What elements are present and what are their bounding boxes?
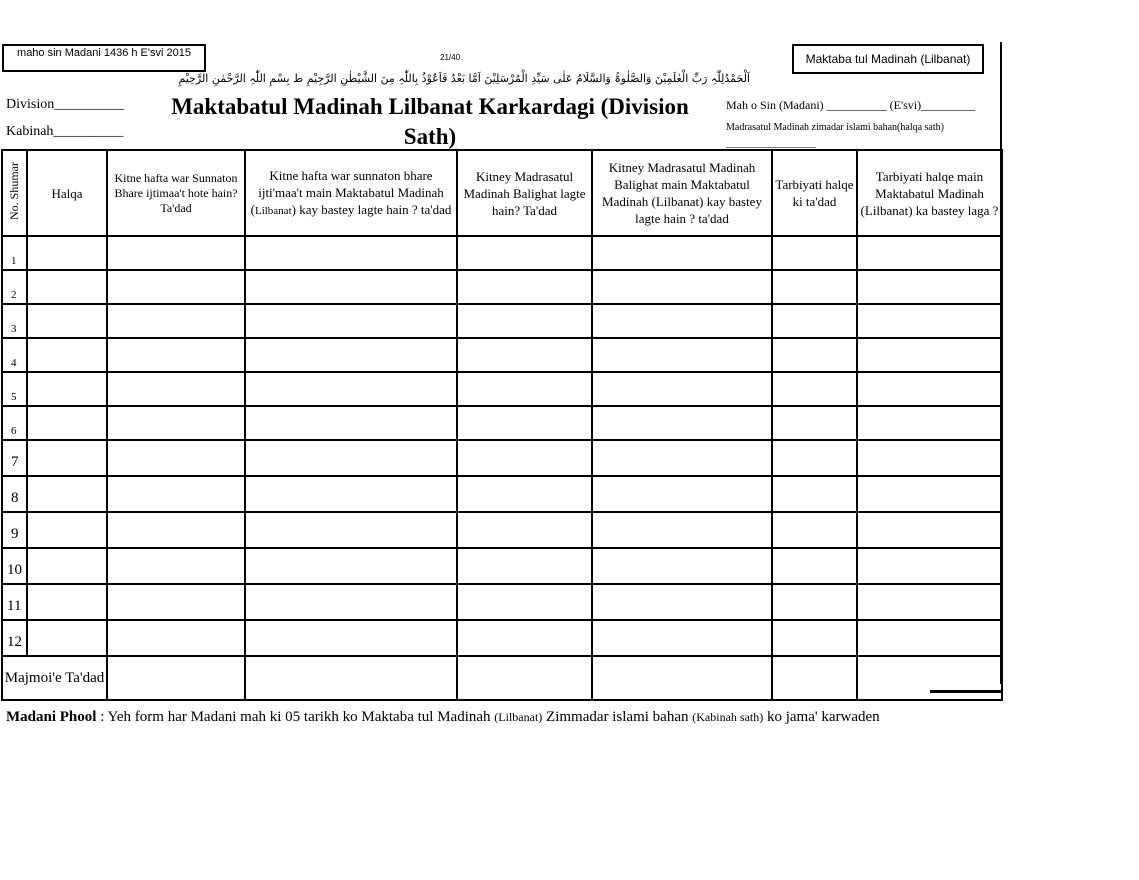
header-org-box: [792, 44, 984, 74]
arabic-invocation: اَلْحَمْدُلِلّٰہِ رَبِّ الْعٰلَمِیْنَ وَالصَّلٰوۃُ وَالسَّلَامُ عَلٰی سَیِّدِ الْمُرْسَلِیْنَ اَمَّا بَعْدُ فَاَعُوْذُ بِاللّٰہِ مِنَ الشَّیْطٰنِ الرَّجِیْمِ ط بِسْمِ اللّٰہِ الرَّحْمٰنِ الرَّحِیْمِ: [178, 72, 750, 85]
column-header-bastey-b: ) kay bastey lagte hain ? ta'dad: [291, 201, 452, 217]
bastey-cell[interactable]: [245, 270, 457, 304]
table-row: [2, 270, 1002, 304]
total-tarbiyati-cell[interactable]: [772, 656, 857, 700]
ijtimaat-cell[interactable]: [107, 512, 245, 548]
bastey-cell[interactable]: [245, 338, 457, 372]
madrasatul-cell[interactable]: [457, 548, 592, 584]
madrasatul-bastey-cell[interactable]: [592, 584, 772, 620]
row-number: 11: [2, 584, 27, 620]
madrasatul-bastey-cell[interactable]: [592, 512, 772, 548]
column-header-halqa: Halqa: [27, 150, 107, 236]
footer-text-a: : Yeh form har Madani mah ki 05 tarikh ko Maktaba tul Madinah: [96, 709, 495, 725]
division-field-label: Division__________: [6, 97, 125, 112]
halqa-cell[interactable]: [27, 512, 107, 548]
tarbiyati-bastey-cell[interactable]: [857, 406, 1002, 440]
ijtimaat-cell[interactable]: [107, 620, 245, 656]
madrasatul-cell[interactable]: [457, 236, 592, 270]
ijtimaat-cell[interactable]: [107, 304, 245, 338]
tarbiyati-bastey-cell[interactable]: [857, 338, 1002, 372]
madrasatul-bastey-cell[interactable]: [592, 372, 772, 406]
column-header-tarbiyati: Tarbiyati halqe ki ta'dad: [772, 150, 857, 236]
column-header-madrasatul-bastey: Kitney Madrasatul Madinah Balighat main Maktabatul Madinah (Lilbanat) kay bastey lagte hain ? ta'dad: [592, 150, 772, 236]
tarbiyati-bastey-cell[interactable]: [857, 476, 1002, 512]
ijtimaat-cell[interactable]: [107, 270, 245, 304]
table-row: [2, 620, 1002, 656]
row-number: 1: [2, 236, 27, 270]
report-table: [1, 149, 1003, 701]
tarbiyati-cell[interactable]: [772, 338, 857, 372]
tarbiyati-bastey-cell[interactable]: [857, 304, 1002, 338]
bastey-cell[interactable]: [245, 620, 457, 656]
table-row: [2, 338, 1002, 372]
tarbiyati-bastey-cell[interactable]: [857, 512, 1002, 548]
column-header-no-text: No. Shumar: [7, 162, 21, 220]
table-row: [2, 304, 1002, 338]
ijtimaat-cell[interactable]: [107, 440, 245, 476]
column-header-bastey-small: Lilbanat: [254, 204, 292, 217]
footer-text-c: ko jama' karwaden: [763, 709, 880, 725]
page-number: 21/40: [440, 53, 461, 62]
madrasatul-bastey-cell[interactable]: [592, 236, 772, 270]
row-number: 4: [2, 338, 27, 372]
madrasa-field-text: Madrasatul Madinah zimadar islami bahan(halqa sath): [726, 122, 944, 133]
tarbiyati-cell[interactable]: [772, 236, 857, 270]
madrasatul-bastey-cell[interactable]: [592, 476, 772, 512]
tarbiyati-bastey-cell[interactable]: [857, 548, 1002, 584]
column-header-bastey-a: Kitne hafta war sunnaton bhare ijti'maa't main Maktabatul Madinah (: [250, 167, 444, 217]
table-total-row: [2, 656, 1002, 700]
tarbiyati-bastey-cell[interactable]: [857, 440, 1002, 476]
madrasatul-cell[interactable]: [457, 584, 592, 620]
halqa-cell[interactable]: [27, 236, 107, 270]
tarbiyati-cell[interactable]: [772, 620, 857, 656]
row-number: 7: [2, 440, 27, 476]
table-row: [2, 476, 1002, 512]
tarbiyati-cell[interactable]: [772, 406, 857, 440]
bastey-cell[interactable]: [245, 372, 457, 406]
tarbiyati-bastey-cell[interactable]: [857, 372, 1002, 406]
madrasatul-cell[interactable]: [457, 440, 592, 476]
tarbiyati-bastey-cell[interactable]: [857, 584, 1002, 620]
halqa-cell[interactable]: [27, 476, 107, 512]
madrasatul-bastey-cell[interactable]: [592, 440, 772, 476]
halqa-cell[interactable]: [27, 372, 107, 406]
tarbiyati-cell[interactable]: [772, 548, 857, 584]
ijtimaat-cell[interactable]: [107, 584, 245, 620]
table-row: [2, 406, 1002, 440]
ijtimaat-cell[interactable]: [107, 476, 245, 512]
bastey-cell[interactable]: [245, 440, 457, 476]
row-number: 2: [2, 270, 27, 304]
bastey-cell[interactable]: [245, 236, 457, 270]
total-madrasatul-bastey-cell[interactable]: [592, 656, 772, 700]
kabinah-field-label: Kabinah__________: [6, 124, 124, 139]
tarbiyati-cell[interactable]: [772, 476, 857, 512]
bastey-cell[interactable]: [245, 512, 457, 548]
footer-small-a: (Lilbanat): [494, 710, 543, 724]
footer-label: Madani Phool: [6, 709, 97, 725]
row-number: 12: [2, 620, 27, 656]
tarbiyati-bastey-cell[interactable]: [857, 270, 1002, 304]
madrasatul-bastey-cell[interactable]: [592, 406, 772, 440]
bastey-cell[interactable]: [245, 584, 457, 620]
tarbiyati-cell[interactable]: [772, 304, 857, 338]
ijtimaat-cell[interactable]: [107, 406, 245, 440]
column-header-madrasatul: Kitney Madrasatul Madinah Balighat lagte hain? Ta'dad: [457, 150, 592, 236]
madrasatul-cell[interactable]: [457, 304, 592, 338]
halqa-cell[interactable]: [27, 584, 107, 620]
madrasatul-cell[interactable]: [457, 512, 592, 548]
column-header-no: [2, 150, 27, 236]
tarbiyati-cell[interactable]: [772, 584, 857, 620]
madrasatul-cell[interactable]: [457, 372, 592, 406]
footer-text-b: Zimmadar islami bahan: [542, 709, 693, 725]
bastey-cell[interactable]: [245, 476, 457, 512]
ijtimaat-cell[interactable]: [107, 338, 245, 372]
row-number: 6: [2, 406, 27, 440]
footer-note: [6, 709, 880, 726]
madrasa-field-label: [726, 120, 944, 152]
ijtimaat-cell[interactable]: [107, 236, 245, 270]
madrasatul-bastey-cell[interactable]: [592, 620, 772, 656]
ijtimaat-cell[interactable]: [107, 372, 245, 406]
header-date-text: maho sin Madani 1436 h E'svi 2015: [17, 47, 191, 59]
halqa-cell[interactable]: [27, 440, 107, 476]
row-number: 9: [2, 512, 27, 548]
madrasa-field-blank: __________________: [726, 138, 816, 149]
total-label: Majmoi'e Ta'dad: [2, 656, 107, 700]
table-row: [2, 372, 1002, 406]
header-org-text: Maktaba tul Madinah (Lilbanat): [805, 52, 971, 66]
table-row: [2, 548, 1002, 584]
total-ijtimaat-cell[interactable]: [107, 656, 245, 700]
madrasatul-cell[interactable]: [457, 270, 592, 304]
row-number: 10: [2, 548, 27, 584]
total-bastey-cell[interactable]: [245, 656, 457, 700]
tarbiyati-bastey-cell[interactable]: [857, 236, 1002, 270]
row-number: 8: [2, 476, 27, 512]
bastey-cell[interactable]: [245, 548, 457, 584]
table-row: [2, 512, 1002, 548]
halqa-cell[interactable]: [27, 338, 107, 372]
tarbiyati-cell[interactable]: [772, 440, 857, 476]
bastey-cell[interactable]: [245, 406, 457, 440]
page-title: Maktabatul Madinah Lilbanat Karkardagi (Division Sath): [171, 94, 689, 149]
row-number: 3: [2, 304, 27, 338]
tarbiyati-cell[interactable]: [772, 372, 857, 406]
column-header-ijtimaat: Kitne hafta war Sunnaton Bhare ijtimaa't hote hain? Ta'dad: [107, 150, 245, 236]
madrasatul-cell[interactable]: [457, 338, 592, 372]
madrasatul-cell[interactable]: [457, 620, 592, 656]
halqa-cell[interactable]: [27, 548, 107, 584]
table-row: [2, 236, 1002, 270]
total-tarbiyati-bastey-cell[interactable]: [857, 656, 1002, 700]
tarbiyati-bastey-cell[interactable]: [857, 620, 1002, 656]
halqa-cell[interactable]: [27, 620, 107, 656]
halqa-cell[interactable]: [27, 270, 107, 304]
table-header-row: [2, 150, 1002, 236]
column-header-tarbiyati-bastey: Tarbiyati halqe main Maktabatul Madinah (Lilbanat) ka bastey laga ?: [857, 150, 1002, 236]
madrasatul-bastey-cell[interactable]: [592, 338, 772, 372]
table-row: [2, 440, 1002, 476]
column-header-bastey: [245, 150, 457, 236]
table-row: [2, 584, 1002, 620]
bottom-rule: [930, 690, 1001, 693]
row-number: 5: [2, 372, 27, 406]
halqa-cell[interactable]: [27, 304, 107, 338]
ijtimaat-cell[interactable]: [107, 548, 245, 584]
tarbiyati-cell[interactable]: [772, 270, 857, 304]
halqa-cell[interactable]: [27, 406, 107, 440]
footer-small-b: (Kabinah sath): [692, 710, 764, 724]
header-date-box: [2, 44, 206, 72]
total-madrasatul-cell[interactable]: [457, 656, 592, 700]
month-year-field-label: Mah o Sin (Madani) __________ (E'svi)_________: [726, 98, 976, 112]
madrasatul-cell[interactable]: [457, 406, 592, 440]
bastey-cell[interactable]: [245, 304, 457, 338]
tarbiyati-cell[interactable]: [772, 512, 857, 548]
madrasatul-bastey-cell[interactable]: [592, 304, 772, 338]
madrasatul-bastey-cell[interactable]: [592, 270, 772, 304]
madrasatul-bastey-cell[interactable]: [592, 548, 772, 584]
madrasatul-cell[interactable]: [457, 476, 592, 512]
